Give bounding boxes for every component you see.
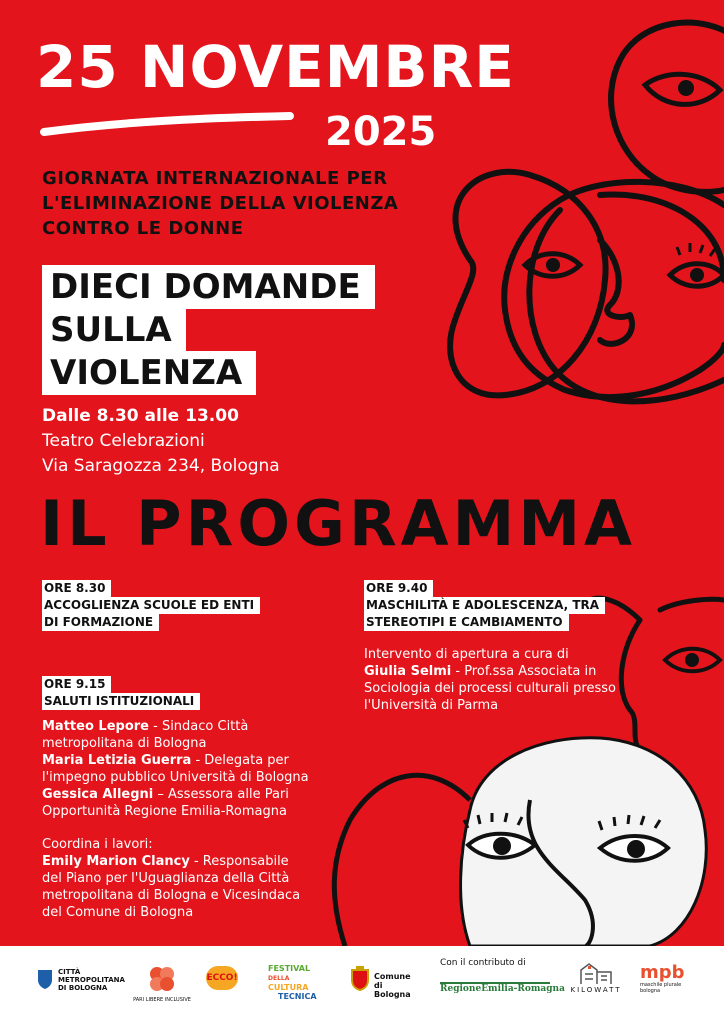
event-time: Dalle 8.30 alle 13.00 — [42, 406, 239, 426]
event-description — [42, 166, 398, 241]
date-underline — [44, 116, 290, 132]
logo-kilowatt: KILOWATT — [568, 962, 624, 994]
program-heading: IL PROGRAMMA — [40, 487, 637, 560]
logo-pari-libere: PARI LIBERE INCLUSIVE — [132, 964, 192, 1004]
coordinator — [42, 836, 312, 921]
coord-label: Coordina i lavori: — [42, 837, 153, 852]
venue-address: Via Saragozza 234, Bologna — [42, 456, 280, 476]
building-icon — [579, 962, 613, 986]
pupil-3 — [690, 268, 704, 282]
sponsor-footer: CITTÀ METROPOLITANA DI BOLOGNA PARI LIBERE INCLUSIVE ECCO! FESTIVAL DELLA CULTURA TECNICA Comune di Bologna Con il contributo di RegioneEmilia-Romagna KILOWATT mpb maschile plurale bologna — [0, 946, 724, 1024]
program-slot — [42, 676, 200, 710]
coord-entry: Emily Marion Clancy - Responsabile del Piano per l'Uguaglianza della Città metropolitana di Bologna e Vicesindaca del Comune di Bologna — [42, 854, 301, 920]
title-line-2: SULLA — [42, 308, 186, 352]
slot-title: ACCOGLIENZA SCUOLE ED ENTI — [42, 597, 260, 614]
title-line-1: DIECI DOMANDE — [42, 265, 375, 309]
flower-icon — [147, 964, 177, 994]
slot-title: DI FORMAZIONE — [42, 614, 159, 631]
venue-place: Teatro Celebrazioni — [42, 431, 205, 451]
slot-title: MASCHILITÀ E ADOLESCENZA, TRA — [364, 597, 605, 614]
crest-icon — [36, 968, 54, 990]
pupil-1 — [678, 80, 694, 96]
logo-ecco: ECCO! — [202, 966, 242, 990]
intro-entry: Giulia Selmi - Prof.ssa Associata in Sociologia dei processi culturali presso l'Università di Parma — [364, 664, 616, 713]
speaker: Maria Letizia Guerra - Delegata per l'impegno pubblico Università di Bologna — [42, 753, 309, 785]
speakers-list — [42, 718, 342, 820]
head-top-outline — [611, 23, 724, 192]
event-line: CONTRO LE DONNE — [42, 218, 244, 239]
opening-talk — [364, 646, 624, 714]
slot-title: STEREOTIPI E CAMBIAMENTO — [364, 614, 569, 631]
eye-icon — [665, 649, 720, 672]
slot-title: SALUTI ISTITUZIONALI — [42, 693, 200, 710]
logo-maschile-plurale: mpb maschile plurale bologna — [640, 962, 685, 994]
logo-festival-cultura-tecnica: FESTIVAL DELLA CULTURA TECNICA — [268, 964, 317, 1001]
event-line: GIORNATA INTERNAZIONALE PER — [42, 168, 388, 189]
title-line-3: VIOLENZA — [42, 351, 256, 395]
program-slot — [42, 580, 260, 631]
slot-time: ORE 8.30 — [42, 580, 111, 597]
intro-label: Intervento di apertura a cura di — [364, 647, 569, 662]
pupil-2 — [546, 258, 560, 272]
event-year: 2025 — [325, 109, 437, 155]
main-title — [42, 265, 375, 394]
slot-time: ORE 9.15 — [42, 676, 111, 693]
event-date: 25 NOVEMBRE — [36, 33, 515, 101]
event-line: L'ELIMINAZIONE DELLA VIOLENZA — [42, 193, 399, 214]
venue-info — [42, 404, 280, 479]
coat-of-arms-icon — [350, 966, 370, 992]
logo-regione-emilia-romagna: Con il contributo di RegioneEmilia-Romagna — [440, 958, 565, 994]
speaker: Gessica Allegni – Assessora alle Pari Opportunità Regione Emilia-Romagna — [42, 787, 289, 819]
program-slot — [364, 580, 605, 631]
speaker: Matteo Lepore - Sindaco Città metropolitana di Bologna — [42, 719, 249, 751]
slot-time: ORE 9.40 — [364, 580, 433, 597]
